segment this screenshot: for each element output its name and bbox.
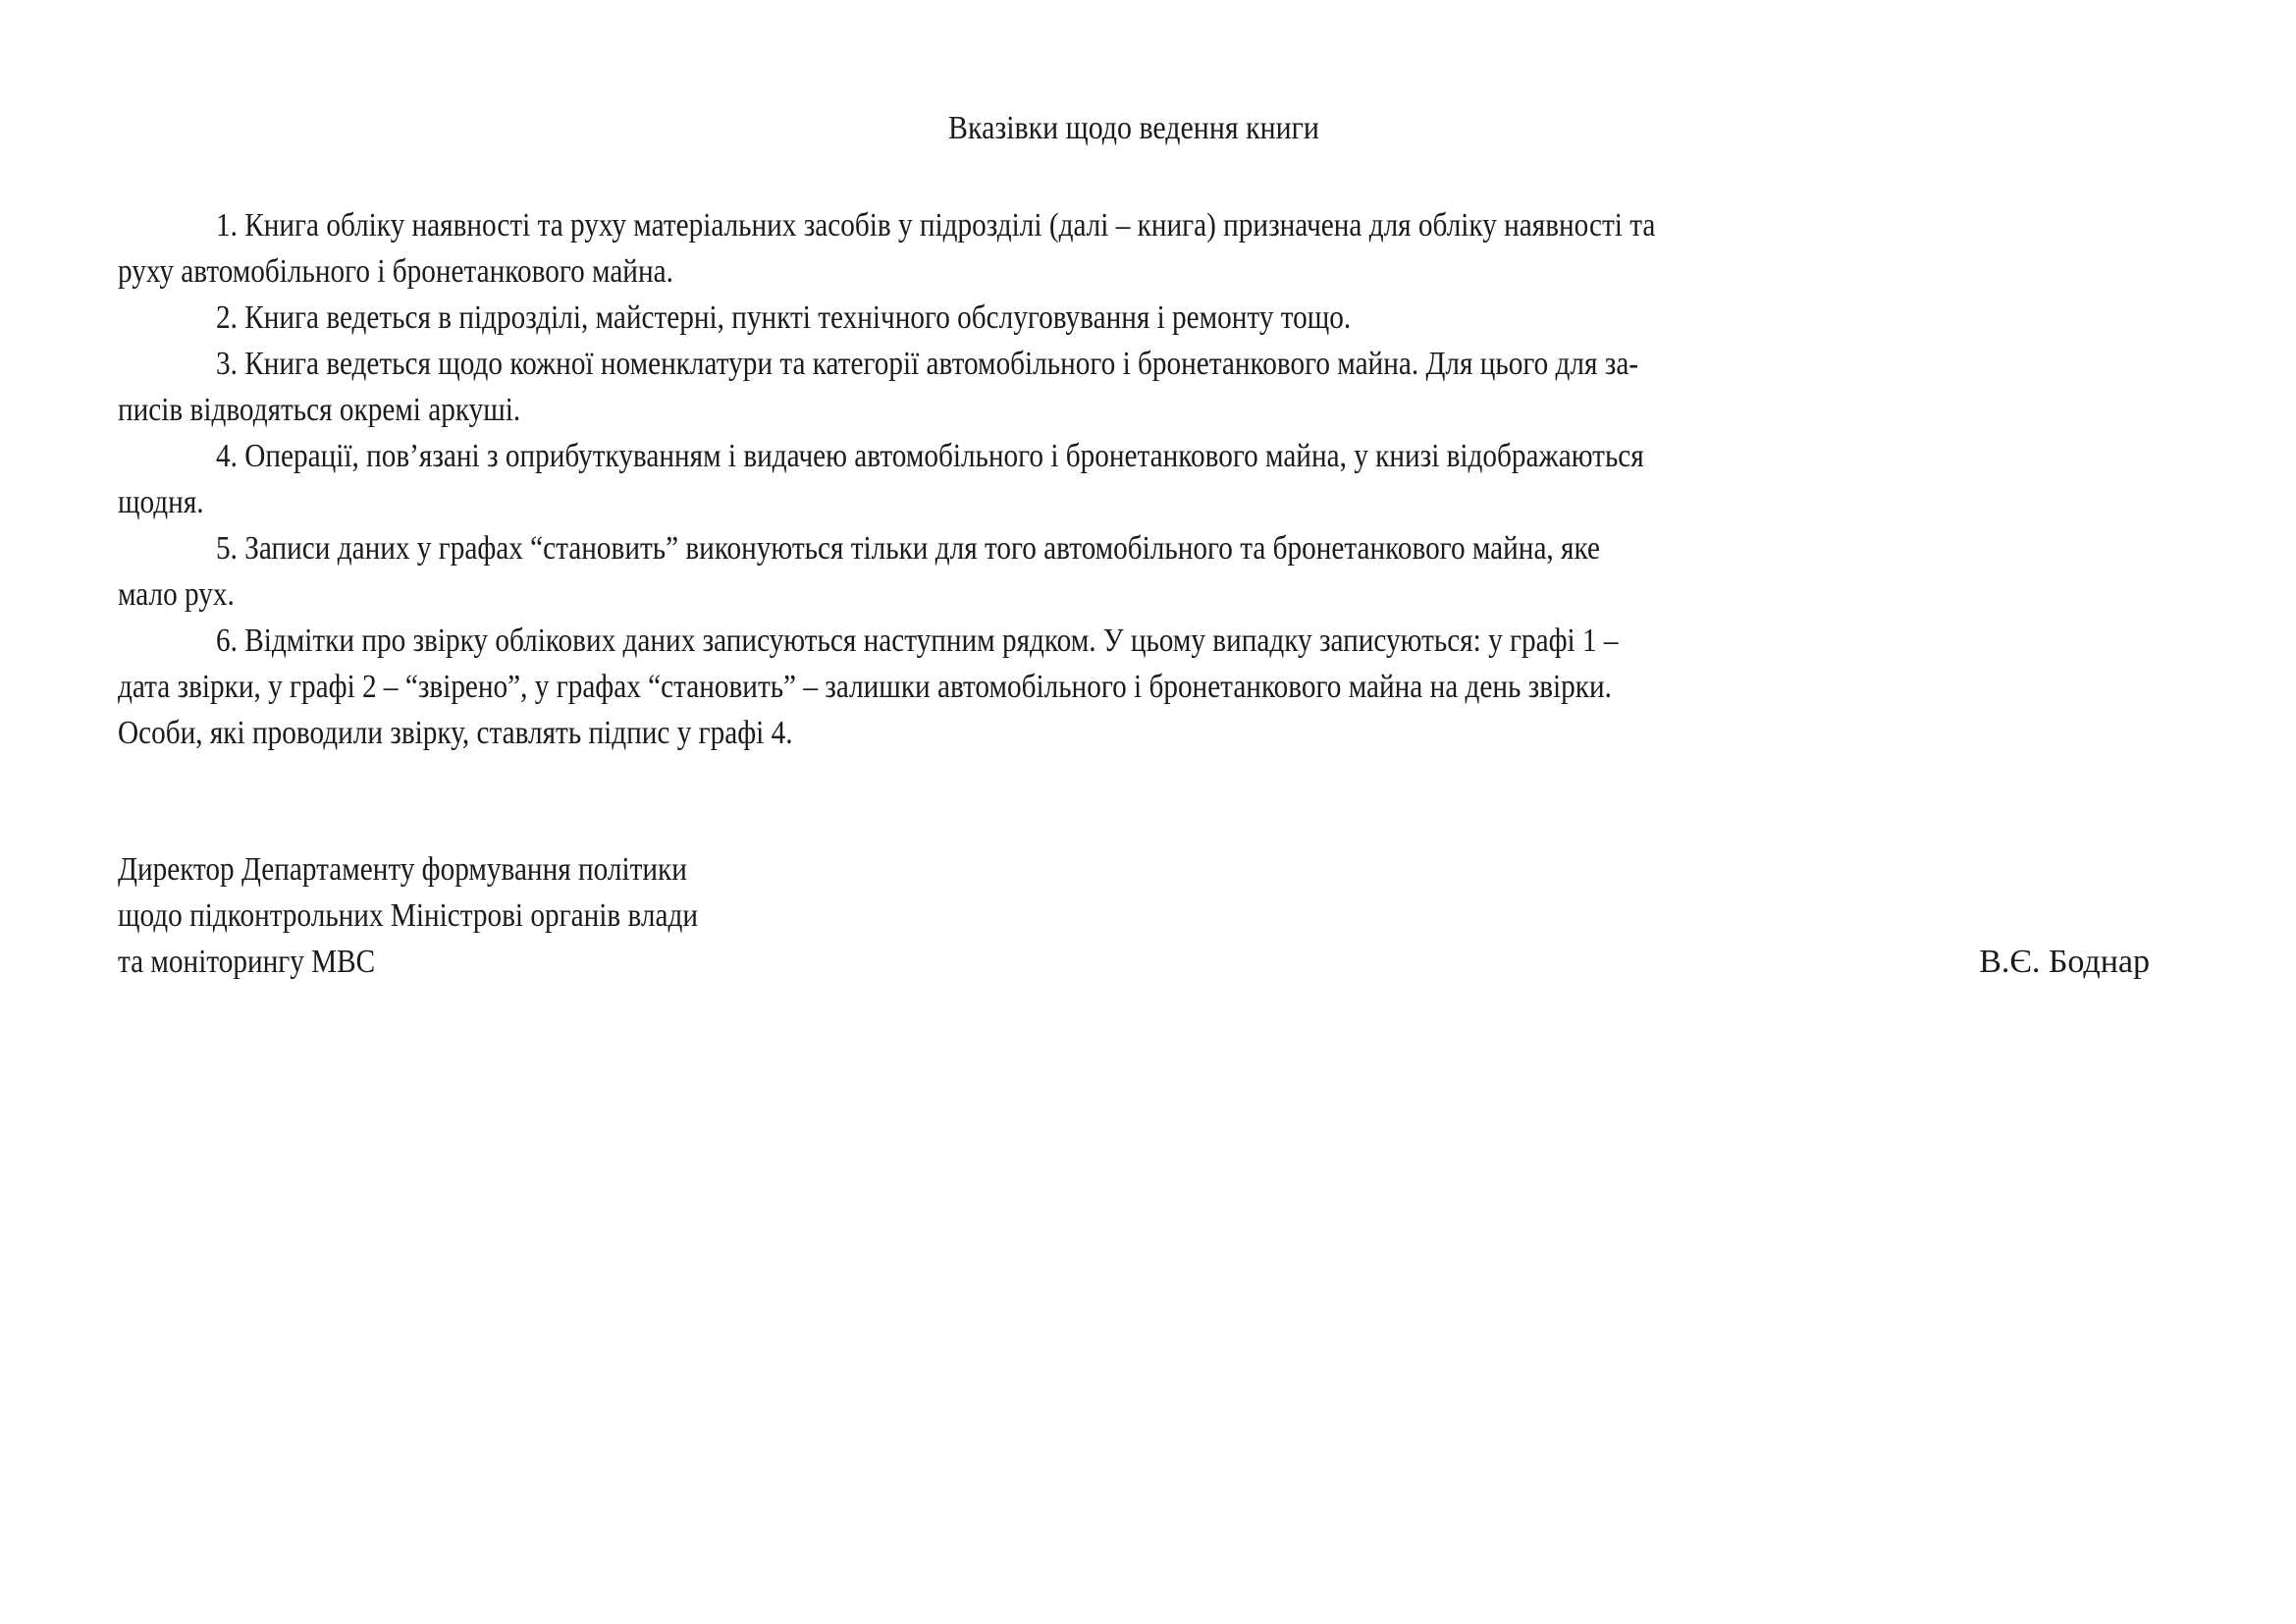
- paragraph-line: [118, 618, 2150, 664]
- position-line: [118, 846, 792, 893]
- paragraph-line: [118, 341, 2150, 387]
- position-text: та моніторингу МВС: [118, 944, 376, 980]
- paragraph-text: 1. Книга обліку наявності та руху матеріальних засобів у підрозділі (далі – книга) призначена для обліку наявності та: [216, 207, 1656, 244]
- paragraph-line: [118, 202, 2150, 248]
- paragraph-line: [118, 710, 2150, 756]
- paragraph-1: [118, 202, 2150, 295]
- paragraph-text: 4. Операції, пов’язані з оприбуткуванням і видачею автомобільного і бронетанкового майна, у книзі відображаються: [216, 438, 1644, 474]
- signatory-name: [1979, 939, 2150, 985]
- paragraph-text: дата звірки, у графі 2 – “звірено”, у графах “становить” – залишки автомобільного і бронетанкового майна на день звірки.: [118, 669, 1612, 705]
- paragraph-5: [118, 525, 2150, 618]
- paragraph-text: 5. Записи даних у графах “становить” виконуються тільки для того автомобільного та бронетанкового майна, яке: [216, 530, 1600, 567]
- signatory-name-text: В.Є. Боднар: [1979, 944, 2150, 980]
- paragraph-line: [118, 664, 2150, 710]
- paragraph-line: [118, 525, 2150, 571]
- position-text: щодо підконтрольних Міністрові органів влади: [118, 897, 698, 934]
- paragraph-text: мало рух.: [118, 576, 235, 613]
- paragraph-line: [118, 479, 2150, 525]
- paragraph-line: [118, 433, 2150, 479]
- signatory-position: [118, 846, 792, 985]
- instructions-body: [118, 202, 2150, 756]
- document-title: [240, 110, 2028, 147]
- paragraph-text: 2. Книга ведеться в підрозділі, майстерні, пункті технічного обслуговування і ремонту тощо.: [216, 299, 1352, 336]
- paragraph-text: щодня.: [118, 484, 204, 520]
- paragraph-4: [118, 433, 2150, 525]
- paragraph-text: писів відводяться окремі аркуші.: [118, 392, 521, 428]
- paragraph-text: 6. Відмітки про звірку облікових даних записуються наступним рядком. У цьому випадку записуються: у графі 1 –: [216, 623, 1619, 659]
- position-line: [118, 893, 792, 939]
- position-text: Директор Департаменту формування політики: [118, 851, 687, 888]
- paragraph-text: руху автомобільного і бронетанкового майна.: [118, 253, 673, 290]
- paragraph-text: Особи, які проводили звірку, ставлять підпис у графі 4.: [118, 715, 793, 751]
- paragraph-text: 3. Книга ведеться щодо кожної номенклатури та категорії автомобільного і бронетанкового майна. Для цього для за-: [216, 346, 1639, 382]
- paragraph-2: [118, 295, 2150, 341]
- paragraph-line: [118, 387, 2150, 433]
- paragraph-3: [118, 341, 2150, 433]
- paragraph-6: [118, 618, 2150, 756]
- paragraph-line: [118, 248, 2150, 295]
- position-line: [118, 939, 792, 985]
- paragraph-line: [118, 571, 2150, 618]
- document-title-text: Вказівки щодо ведення книги: [948, 110, 1319, 146]
- paragraph-line: [118, 295, 2150, 341]
